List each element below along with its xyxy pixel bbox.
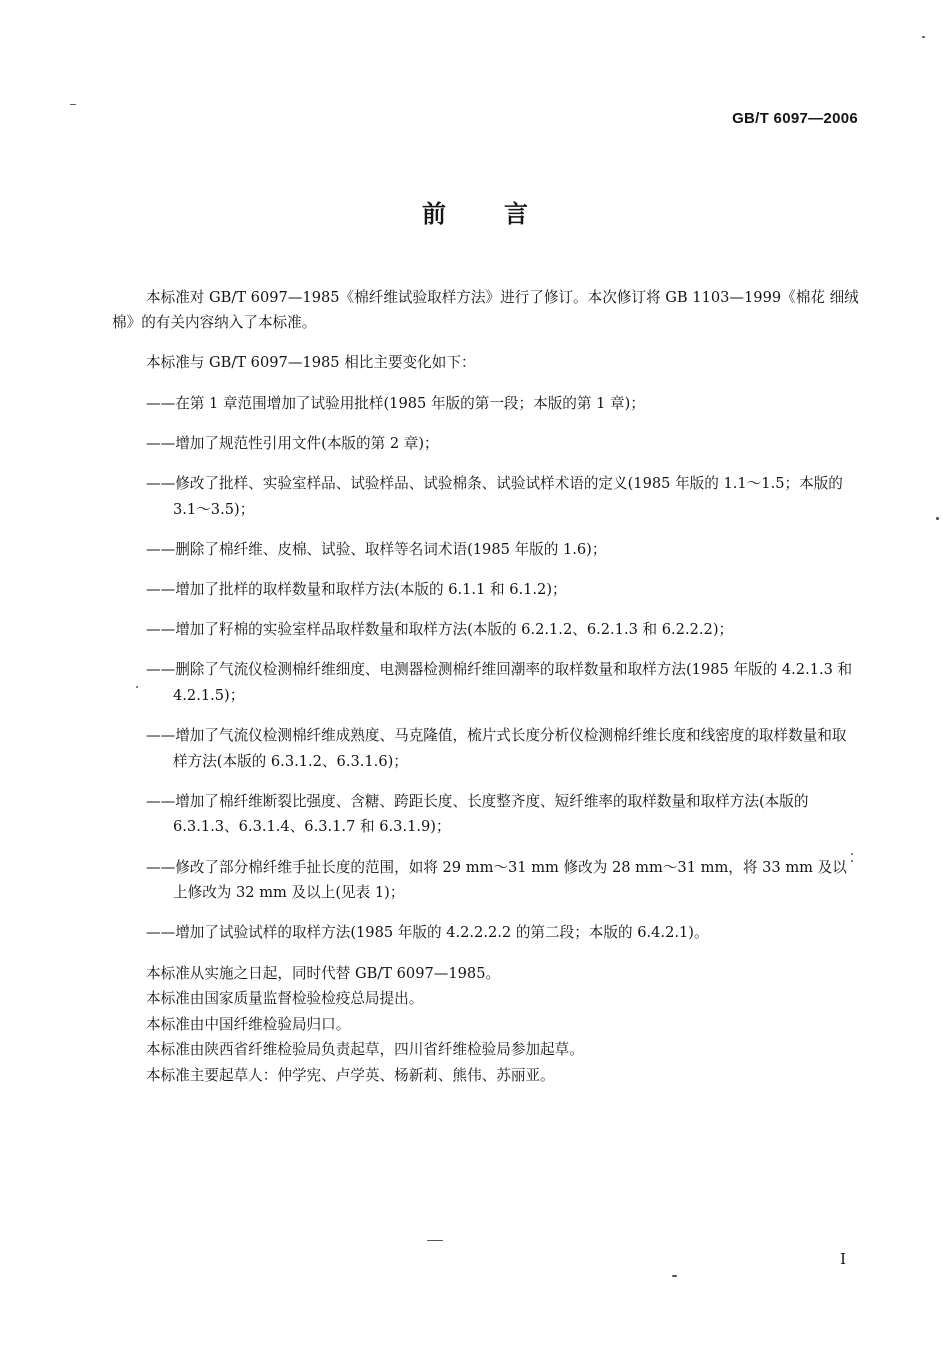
page-number: I (840, 1250, 846, 1268)
change-item: ——删除了棉纤维、皮棉、试验、取样等名词术语(1985 年版的 1.6)； (146, 540, 607, 558)
replaces-paragraph: 本标准从实施之日起，同时代替 GB/T 6097—1985。 (146, 964, 501, 982)
change-item: ——修改了部分棉纤维手扯长度的范围，如将 29 mm～31 mm 修改为 28 mm～31 mm，将 33 mm 及以上修改为 32 mm 及以上(见表 1)； (146, 858, 847, 902)
change-item: ——增加了棉纤维断裂比强度、含糖、跨距长度、长度整齐度、短纤维率的取样数量和取样方法(本版的 6.3.1.3、6.3.1.4、6.3.1.7 和 6.3.1.9)； (146, 792, 809, 836)
scan-speck (922, 36, 925, 38)
change-item: ——增加了籽棉的实验室样品取样数量和取样方法(本版的 6.2.1.2、6.2.1.3 和 6.2.2.2)； (146, 621, 734, 639)
change-item: ——增加了试验试样的取样方法(1985 年版的 4.2.2.2.2 的第二段；本版的 6.4.2.1)。 (146, 924, 709, 942)
scan-speck (672, 1275, 677, 1277)
standard-code: GB/T 6097—2006 (732, 110, 858, 127)
change-item: ——增加了批样的取样数量和取样方法(本版的 6.1.1 和 6.1.2)； (146, 580, 567, 598)
scan-speck (136, 686, 138, 688)
drafters-paragraph: 本标准主要起草人：仲学宪、卢学英、杨新莉、熊伟、苏丽亚。 (146, 1066, 555, 1084)
scan-speck (851, 860, 853, 862)
change-item: ——增加了规范性引用文件(本版的第 2 章)； (146, 434, 439, 452)
change-item: ——在第 1 章范围增加了试验用批样(1985 年版的第一段；本版的第 1 章)； (146, 394, 645, 412)
scan-speck (70, 104, 76, 105)
change-item: ——增加了气流仪检测棉纤维成熟度、马克隆值，梳片式长度分析仪检测棉纤维长度和线密度的取样数量和取样方法(本版的 6.3.1.2、6.3.1.6)； (146, 727, 847, 770)
foreword-body (112, 270, 860, 1089)
proposed-by-paragraph: 本标准由国家质量监督检验检疫总局提出。 (146, 990, 424, 1008)
page-title: 前言 (422, 200, 586, 228)
scan-speck (427, 1240, 443, 1241)
scan-speck (936, 517, 939, 520)
centralized-by-paragraph: 本标准由中国纤维检验局归口。 (146, 1015, 351, 1033)
drafted-by-paragraph: 本标准由陕西省纤维检验局负责起草，四川省纤维检验局参加起草。 (146, 1041, 584, 1059)
change-item: ——修改了批样、实验室样品、试验样品、试验棉条、试验试样术语的定义(1985 年版的 1.1～1.5；本版的 3.1～3.5)； (146, 474, 843, 518)
scan-speck (851, 853, 853, 855)
changes-lead: 本标准与 GB/T 6097—1985 相比主要变化如下： (146, 354, 476, 372)
intro-paragraph: 本标准对 GB/T 6097—1985《棉纤维试验取样方法》进行了修订。本次修订将 GB 1103—1999《棉花 细绒棉》的有关内容纳入了本标准。 (112, 288, 859, 332)
change-item: ——删除了气流仪检测棉纤维细度、电测器检测棉纤维回潮率的取样数量和取样方法(1985 年版的 4.2.1.3 和 4.2.1.5)； (146, 661, 853, 704)
